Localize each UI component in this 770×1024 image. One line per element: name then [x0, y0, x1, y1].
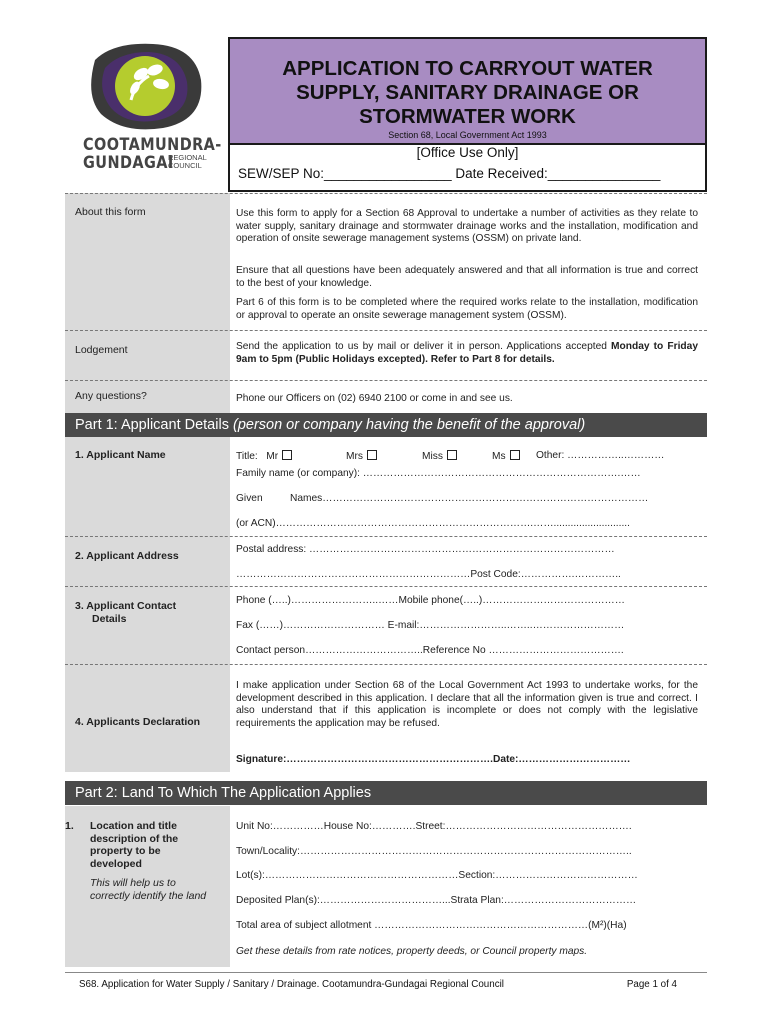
family-name-field[interactable]: Family name (or company): ………………………………………………………………….……	[236, 468, 641, 479]
given-label: Given	[236, 493, 263, 504]
title-miss-checkbox[interactable]	[447, 450, 457, 460]
part1-heading-italic: (person or company having the benefit of the approval)	[232, 417, 586, 433]
questions-label: Any questions?	[75, 390, 147, 402]
part1-heading	[65, 413, 707, 437]
applicant-name-label: 1. Applicant Name	[75, 449, 166, 461]
office-use-label: [Office Use Only]	[416, 145, 519, 160]
location-label-line4: developed	[90, 857, 142, 870]
title-mrs-option	[346, 450, 377, 462]
lodgement-text-plain: Send the application to us by mail or deliver it in person. Applications accepted	[236, 341, 612, 352]
logo-sub-line1: REGIONAL	[168, 153, 207, 162]
form-title-box	[228, 37, 707, 145]
footer-page-number: Page 1 of 4	[626, 979, 677, 990]
applicant-contact-label: 3. Applicant Contact	[75, 600, 177, 612]
title-other-field[interactable]: Other: ……………..…………	[536, 450, 665, 461]
given-names-field[interactable]: Names……………………………………………………………………………………	[290, 493, 649, 504]
deposited-strata-plan-field[interactable]: Deposited Plan(s):………………………………...Strata Plan:…………………………………	[236, 895, 637, 906]
leaf-emblem-icon	[83, 40, 211, 135]
about-paragraph-1: Use this form to apply for a Section 68 Approval to undertake a number of activities as they relate to water supply, sanitary drainage and stormwater drainage works and the installation, modification and operation of onsite sewerage management systems (OSSM) on private land.	[236, 208, 698, 244]
sew-sep-date-received-field[interactable]: SEW/SEP No:_________________ Date Received:_______________	[238, 166, 661, 181]
title-mrs-checkbox[interactable]	[367, 450, 377, 460]
divider	[65, 330, 707, 331]
title-options	[236, 450, 292, 462]
office-use-box	[228, 145, 707, 192]
town-locality-field[interactable]: Town/Locality:……………………………………………………………………………………..	[236, 846, 632, 857]
divider	[65, 586, 707, 587]
part2-heading: Part 2: Land To Which The Application Applies	[65, 781, 707, 805]
title-line-3: STORMWATER WORK	[359, 105, 576, 128]
declaration-label: 4. Applicants Declaration	[75, 716, 201, 728]
logo-sub-line2: COUNCIL	[168, 161, 202, 170]
title-line-1: APPLICATION TO CARRYOUT WATER	[282, 57, 653, 80]
form-title	[230, 57, 705, 129]
applicant-address-label: 2. Applicant Address	[75, 550, 179, 562]
location-label-line2: description of the	[90, 832, 179, 845]
acn-field[interactable]: (or ACN)………………………………………………………………….……...........................	[236, 518, 630, 529]
title-line-2: SUPPLY, SANITARY DRAINAGE OR	[296, 81, 639, 104]
total-area-field[interactable]: Total area of subject allotment ………………………………………………………(M²)(Ha)	[236, 920, 627, 931]
part1-heading-text: Part 1: Applicant Details	[75, 417, 233, 433]
phone-field[interactable]: Phone (…..)……………………..……Mobile phone(…..)……………………………………	[236, 595, 625, 606]
lodgement-label: Lodgement	[75, 344, 128, 356]
title-mr-label: Mr	[266, 451, 279, 462]
lot-section-field[interactable]: Lot(s):…………………………………………………Section:……………………………………	[236, 870, 638, 881]
help-line2: correctly identify the land	[90, 890, 207, 902]
divider	[65, 380, 707, 381]
title-label: Title:	[236, 451, 258, 462]
about-label: About this form	[75, 206, 146, 218]
part2-item-number: 1.	[65, 820, 74, 832]
council-logo	[83, 40, 222, 200]
logo-wordmark-line1: COOTAMUNDRA-	[83, 135, 222, 155]
location-help-text	[90, 877, 206, 903]
title-miss-option	[422, 450, 457, 462]
divider	[65, 536, 707, 537]
questions-text: Phone our Officers on (02) 6940 2100 or come in and see us.	[236, 393, 513, 404]
location-label	[90, 820, 178, 870]
title-ms-option	[492, 450, 520, 462]
signature-date-field[interactable]: Signature:…………………………………………………….Date:……………………………	[236, 754, 631, 765]
property-details-note: Get these details from rate notices, property deeds, or Council property maps.	[236, 946, 588, 957]
title-ms-checkbox[interactable]	[510, 450, 520, 460]
fax-email-field[interactable]: Fax (……)………………………… E-mail:……………………..……..………………………	[236, 620, 625, 631]
help-line1: This will help us to	[90, 877, 176, 889]
logo-subtitle	[168, 154, 207, 170]
page-footer	[65, 972, 707, 998]
applicant-contact-label-2: Details	[92, 613, 127, 625]
divider	[65, 664, 707, 665]
location-label-line1: Location and title	[90, 820, 177, 832]
divider	[65, 193, 707, 194]
about-paragraph-3: Part 6 of this form is to be completed where the required works relate to the installation, modification or approval to operate an onsite sewerage management system (OSSM).	[236, 297, 698, 321]
title-mrs-label: Mrs	[346, 451, 363, 462]
unit-house-street-field[interactable]: Unit No:……………House No:………….Street:……………………………………………….	[236, 821, 632, 832]
about-paragraph-2: Ensure that all questions have been adequately answered and that all information is true and correct to the best of your knowledge.	[236, 265, 698, 289]
logo-wordmark-line2: GUNDAGAI	[83, 153, 174, 173]
location-label-line3: property to be	[90, 845, 161, 857]
lodgement-text-bold: Monday to Friday 9am to 5pm (Public Holidays excepted). Refer to Part 8 for details.	[236, 341, 698, 365]
declaration-text: I make application under Section 68 of the Local Government Act 1993 to undertake works, for the development described in this application. I declare that all the information given is true and correct. I also understand that if this application is incomplete or does not comply with the legislative requirements the application may be refused.	[236, 680, 698, 729]
postal-address-field[interactable]: Postal address: ………………………………………………………………………………	[236, 544, 615, 555]
title-ms-label: Ms	[492, 451, 506, 462]
form-subtitle: Section 68, Local Government Act 1993	[388, 130, 547, 140]
footer-document-title: S68. Application for Water Supply / Sanitary / Drainage. Cootamundra-Gundagai Regional Council	[79, 979, 504, 990]
contact-person-field[interactable]: Contact person……………………………..Reference No ………………………………….	[236, 645, 624, 656]
title-mr-checkbox[interactable]	[282, 450, 292, 460]
postcode-field[interactable]: ……………………………………………………………Post Code:…………….…………..	[236, 569, 621, 580]
lodgement-text	[236, 341, 698, 366]
title-miss-label: Miss	[422, 451, 443, 462]
